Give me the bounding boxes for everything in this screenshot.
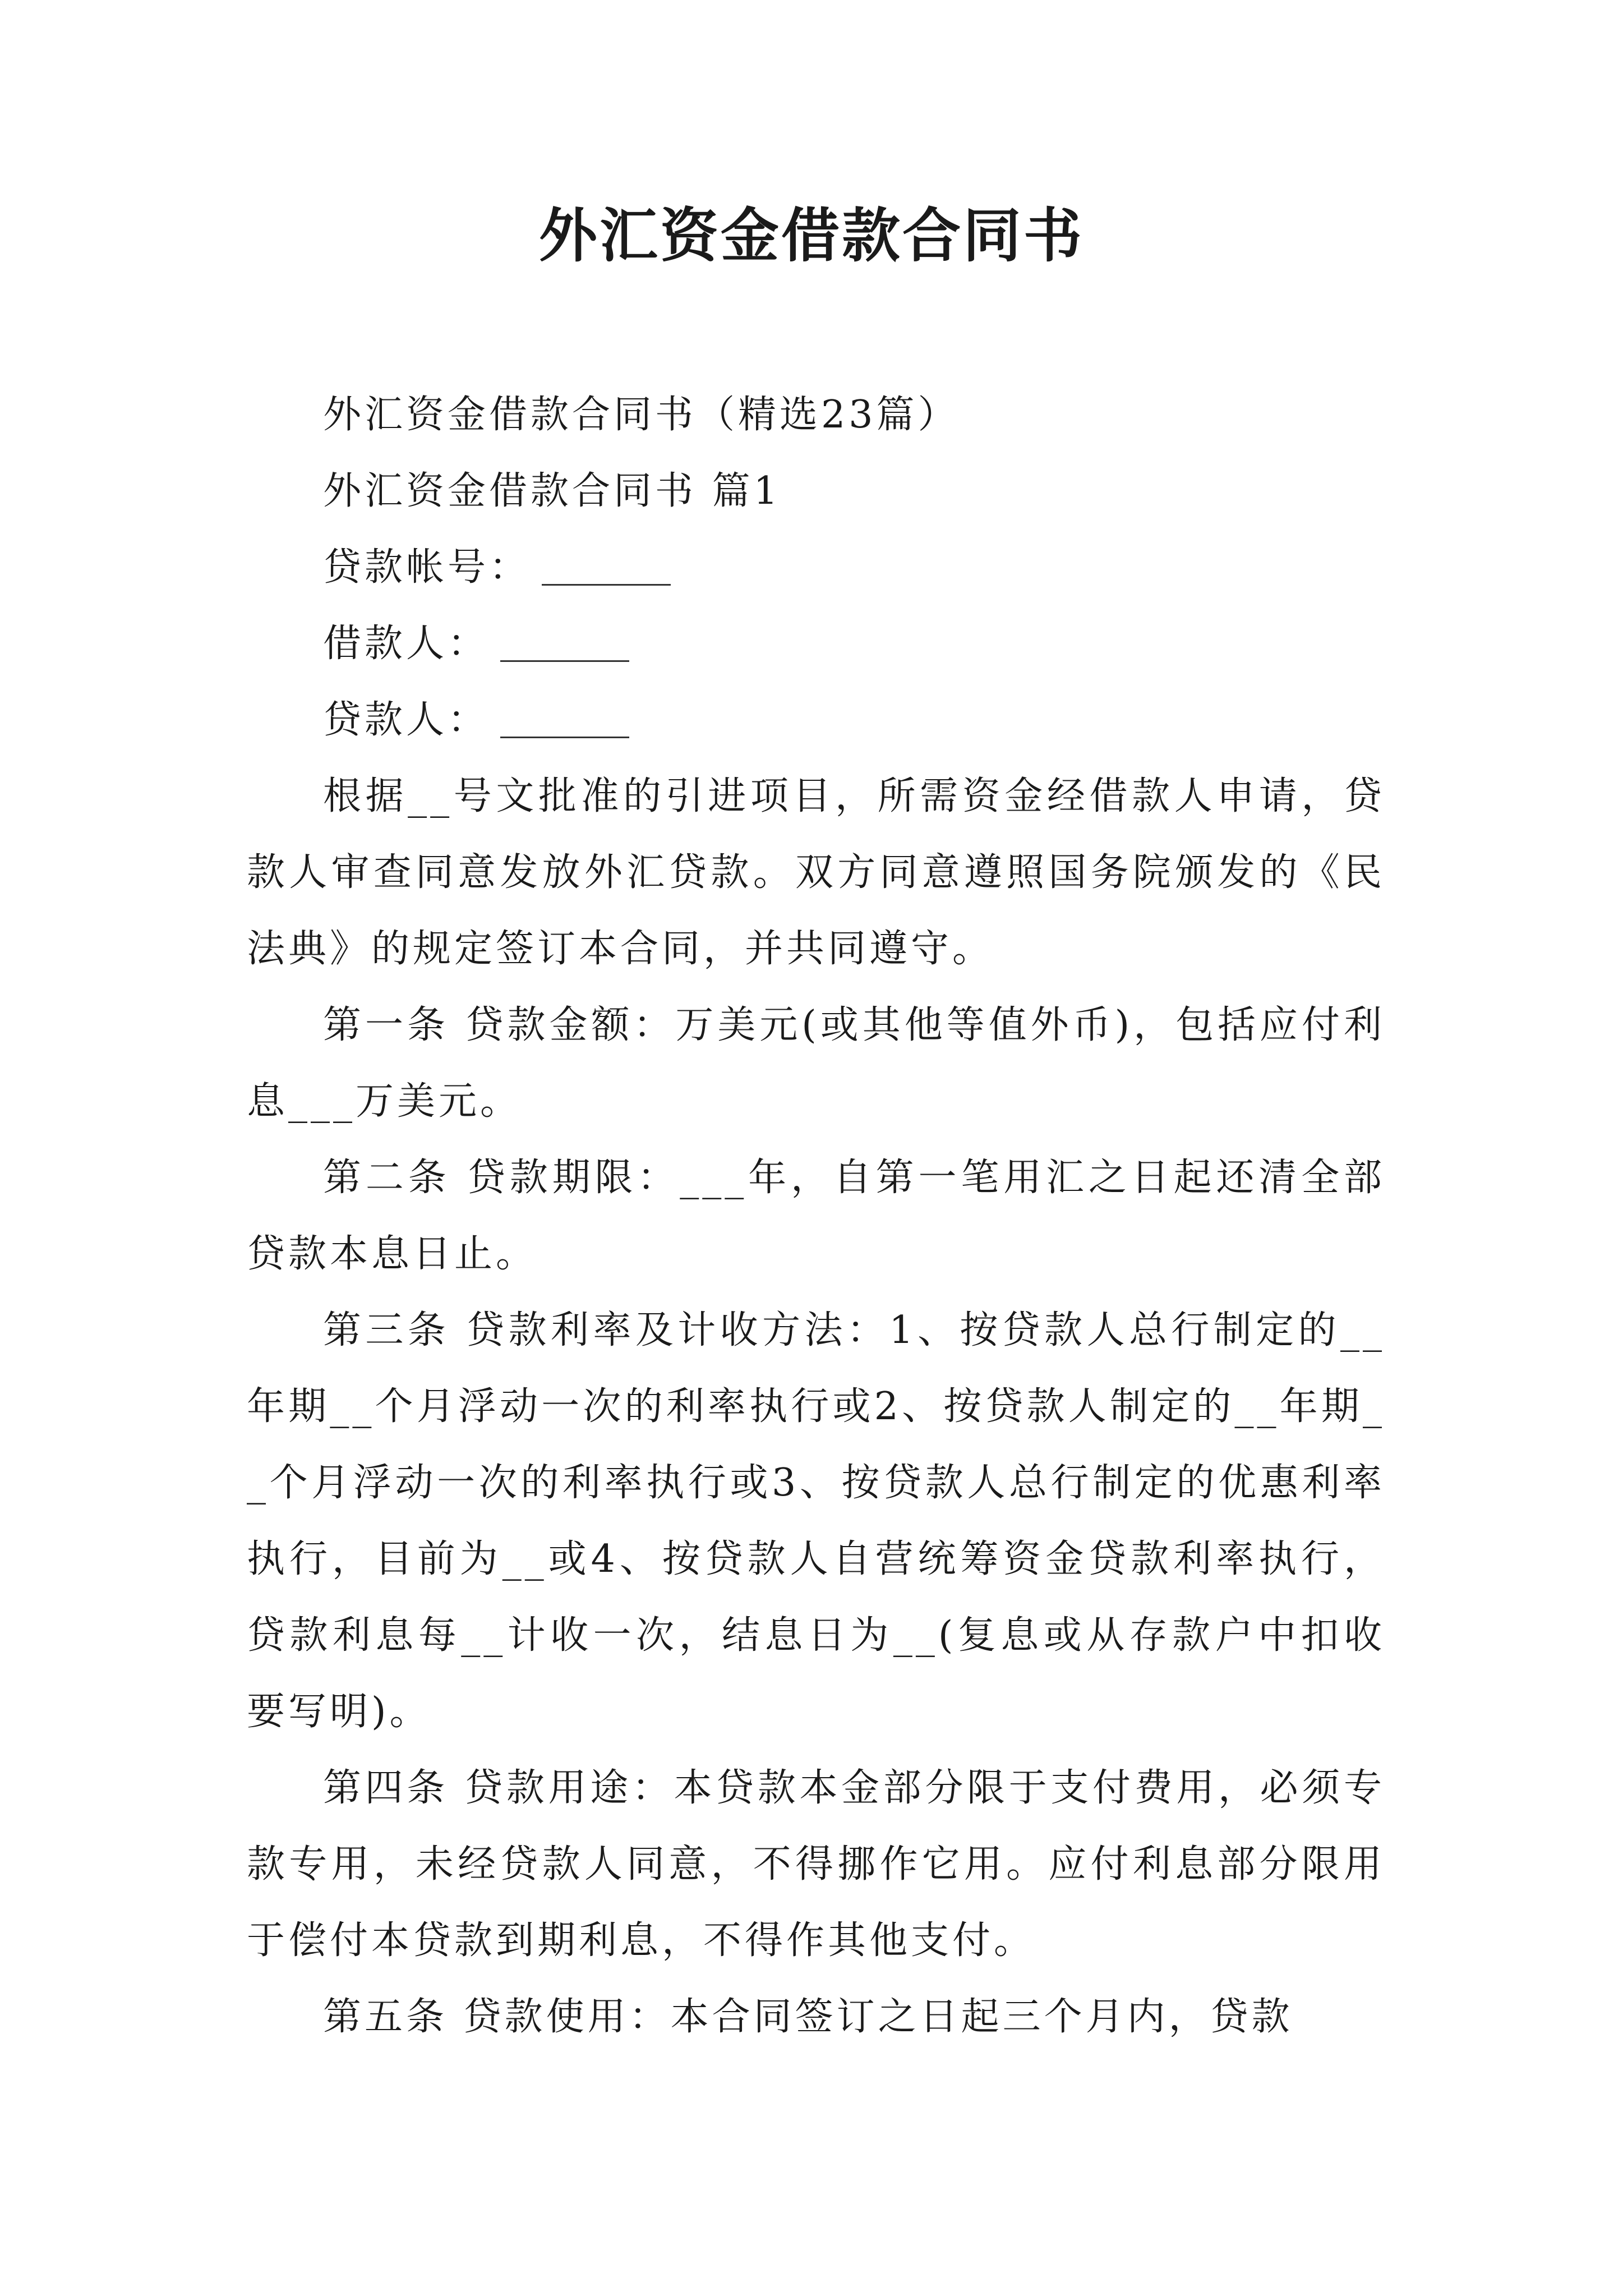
document-title: 外汇资金借款合同书 [538, 201, 1084, 270]
field-label: 借款人： [323, 622, 490, 666]
fill-blank [542, 546, 671, 586]
document-subtitle: 外汇资金借款合同书（精选23篇） [323, 393, 960, 437]
field-label: 贷款帐号： [323, 545, 531, 590]
paragraph-article-5: 第五条 贷款使用：本合同签订之日起三个月内，贷款 [323, 1995, 1293, 2039]
field-label: 贷款人： [323, 698, 490, 742]
paragraph-article-2: 第二条 贷款期限：___年，自第一笔用汇之日起还清全部贷款本息日止。 [247, 1156, 1385, 1276]
fill-blank [500, 698, 629, 738]
paragraph-article-1: 第一条 贷款金额：万美元(或其他等值外币)，包括应付利息___万美元。 [247, 1003, 1385, 1124]
fill-blank [500, 622, 629, 662]
document-body [247, 377, 1385, 2055]
paragraph-article-4: 第四条 贷款用途：本贷款本金部分限于支付费用，必须专款专用，未经贷款人同意，不得挪作它用。应付利息部分限用于偿付本贷款到期利息，不得作其他支付。 [247, 1766, 1385, 1963]
field-borrower [247, 606, 1385, 682]
field-lender [247, 682, 1385, 758]
paragraph-preamble: 根据__号文批准的引进项目，所需资金经借款人申请，贷款人审查同意发放外汇贷款。双方同意遵照国务院颁发的《民法典》的规定签订本合同，并共同遵守。 [247, 774, 1385, 971]
paragraph-article-3: 第三条 贷款利率及计收方法：1、按贷款人总行制定的__年期__个月浮动一次的利率执行或2、按贷款人制定的__年期__个月浮动一次的利率执行或3、按贷款人总行制定的优惠利率执行，目前为__或4、按贷款人自营统筹资金贷款利率执行，贷款利息每__计收一次，结息日为__(复息或从存款户中扣收要写明)。 [247, 1308, 1385, 1734]
section-heading: 外汇资金借款合同书 篇1 [323, 469, 781, 513]
field-loan-account [247, 530, 1385, 606]
